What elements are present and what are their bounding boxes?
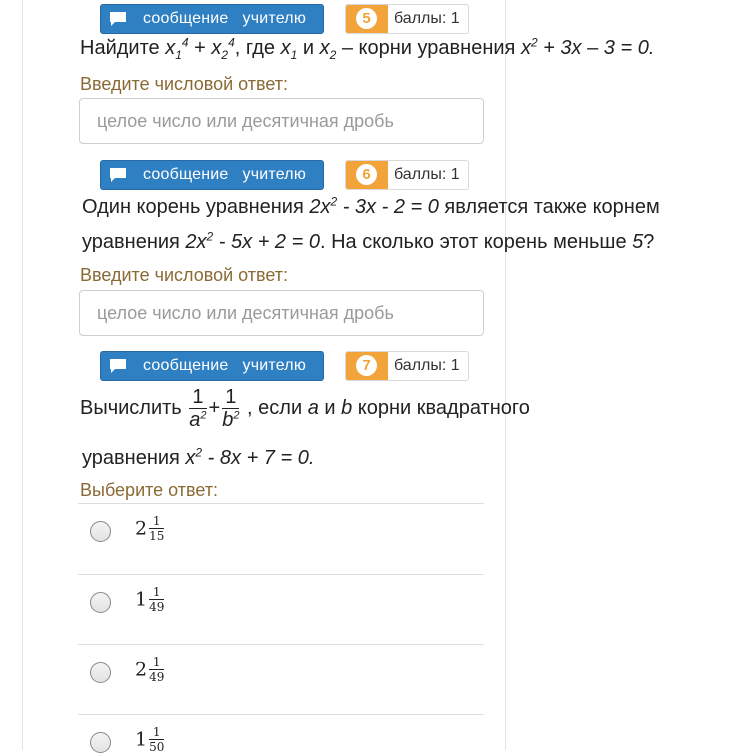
answer-prompt-q6: Введите числовой ответ: xyxy=(80,265,289,285)
radio-button[interactable] xyxy=(90,662,111,683)
answer-option-1[interactable] xyxy=(78,504,484,574)
mixed-fraction: 2 $\frac{1}{49}$ xyxy=(135,655,165,684)
chat-bubble-icon xyxy=(109,167,127,183)
mixed-fraction: 1 $\frac{1}{50}$ xyxy=(135,725,165,754)
message-label-word1: сообщение xyxy=(143,10,229,27)
mixed-fraction: 2 $\frac{1}{15}$ xyxy=(135,514,165,543)
question-text-q6-line1: Один корень уравнения $2x^2 - 3x - 2 = 0$ является также корнем xyxy=(82,194,660,218)
message-label-word1: сообщение xyxy=(143,166,229,183)
radio-button[interactable] xyxy=(90,592,111,613)
question-number: 6 xyxy=(356,164,377,185)
message-label-word2: учителю xyxy=(242,357,307,374)
question-text-q6-line2: уравнения $2x^2 - 5x + 2 = 0$. На сколько этот корень меньше 5? xyxy=(82,229,655,253)
content-border-left xyxy=(22,0,23,750)
answer-option-2[interactable] xyxy=(78,575,484,645)
score-badge-q7 xyxy=(345,351,469,381)
message-label-word2: учителю xyxy=(242,166,307,183)
message-label-word2: учителю xyxy=(242,10,307,27)
chat-bubble-icon xyxy=(109,11,127,27)
numeric-answer-input-q6[interactable] xyxy=(79,290,484,336)
question-text-q7-line1: Вычислить $\frac{1}{a^2}$ + $\frac{1}{b^2}$ , если a и b корни квадратного xyxy=(80,386,530,431)
score-label: баллы: 1 xyxy=(394,357,460,374)
score-badge-q5 xyxy=(345,4,469,34)
mixed-fraction: 1 $\frac{1}{49}$ xyxy=(135,585,165,614)
chat-bubble-icon xyxy=(109,358,127,374)
question-text-q5: Найдите $x_1^4 + x_2^4$, где $x_1$ и $x_2$ – корни уравнения $x^2 + 3x - 3 = 0$. xyxy=(80,35,655,62)
numeric-answer-input-q5[interactable] xyxy=(79,98,484,144)
score-label: баллы: 1 xyxy=(394,166,460,183)
message-teacher-button-q6[interactable] xyxy=(100,160,324,190)
fraction-1-over-b-squared: $\frac{1}{b^2}$ xyxy=(222,386,240,431)
answer-prompt-q5: Введите числовой ответ: xyxy=(80,74,289,94)
content-border-right xyxy=(505,0,506,750)
message-teacher-button-q5[interactable] xyxy=(100,4,324,34)
fraction-1-over-a-squared: $\frac{1}{a^2}$ xyxy=(189,386,207,431)
score-label: баллы: 1 xyxy=(394,10,460,27)
message-label-word1: сообщение xyxy=(143,357,229,374)
score-badge-q6 xyxy=(345,160,469,190)
answer-option-4[interactable] xyxy=(78,715,484,754)
question-text-q7-line2: уравнения $x^2 - 8x + 7 = 0$. xyxy=(82,445,315,469)
question-number: 7 xyxy=(356,355,377,376)
question-number: 5 xyxy=(356,8,377,29)
answer-prompt-q7: Выберите ответ: xyxy=(80,480,219,500)
radio-button[interactable] xyxy=(90,521,111,542)
answer-option-3[interactable] xyxy=(78,645,484,715)
message-teacher-button-q7[interactable] xyxy=(100,351,324,381)
